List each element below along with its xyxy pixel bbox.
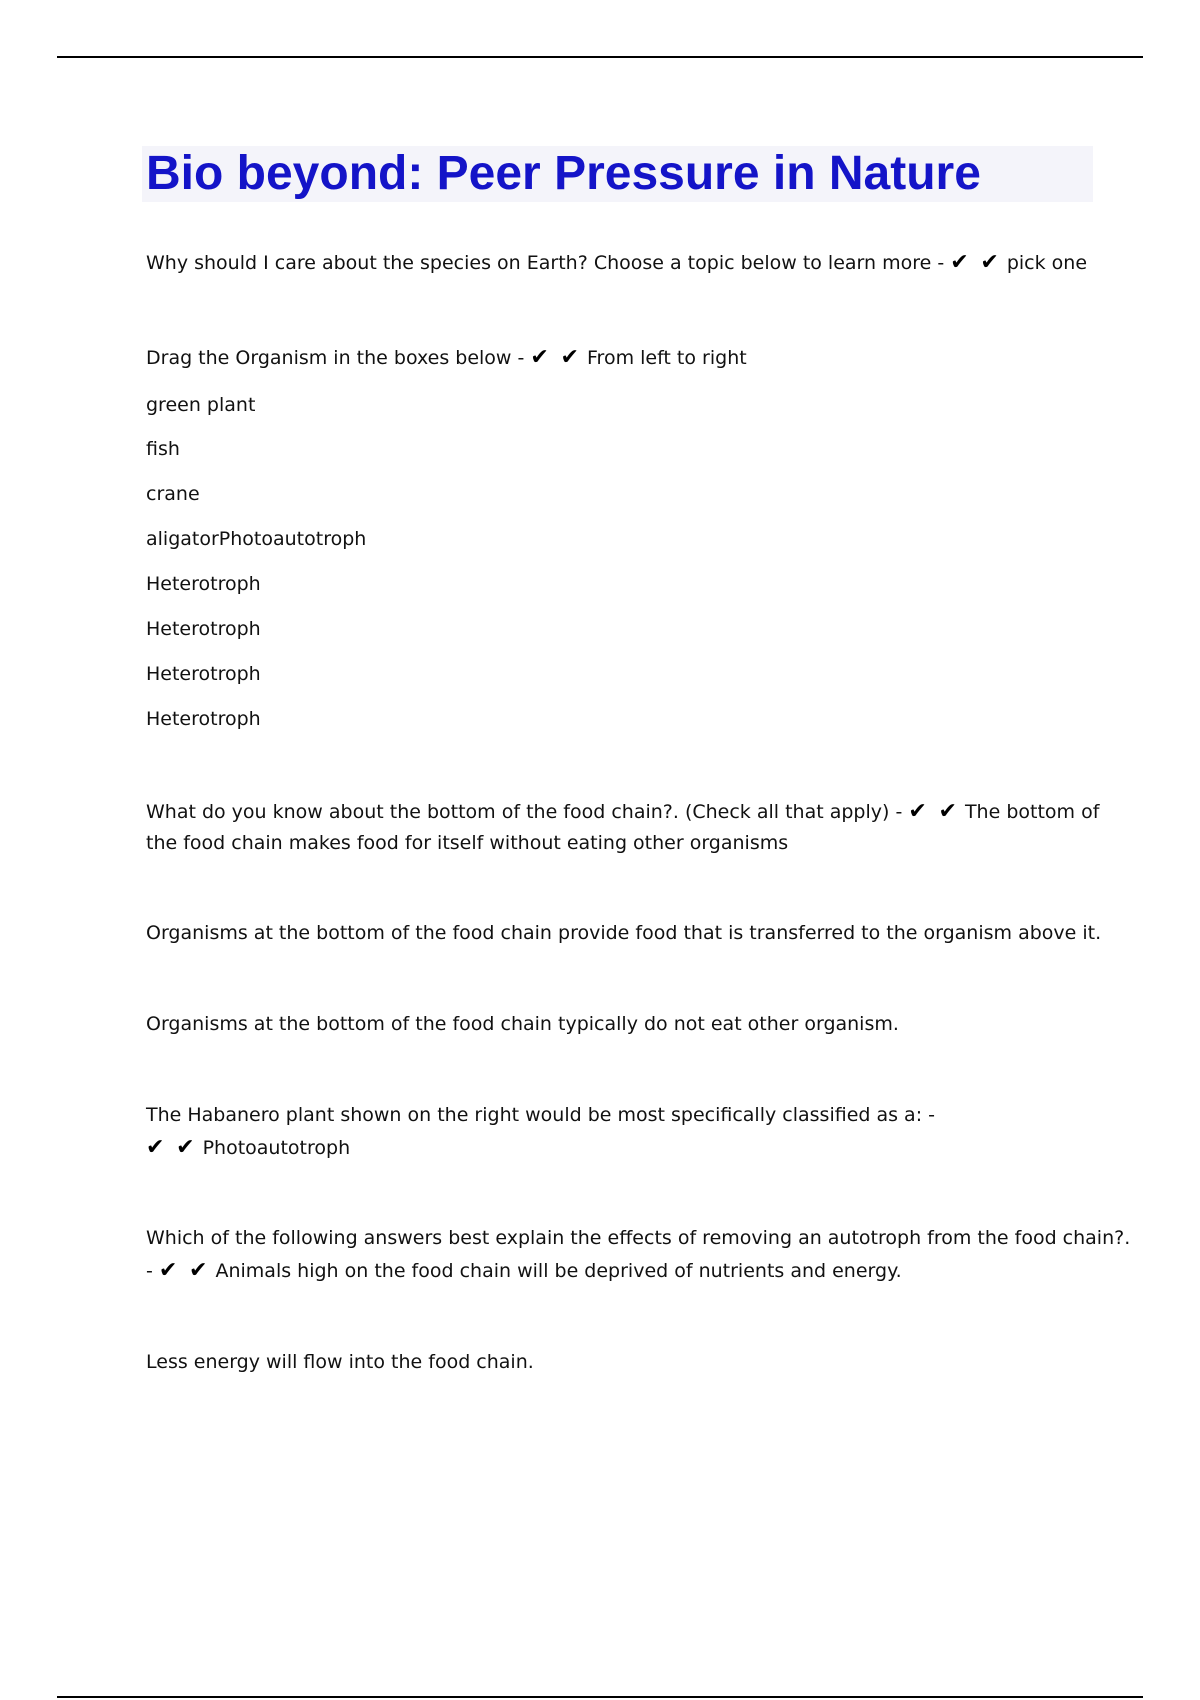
answer-continuation: the food chain makes food for itself without eating other organisms	[146, 832, 789, 854]
double-check-icon: ✔ ✔	[908, 799, 959, 824]
answer-text: The bottom of	[964, 801, 1100, 823]
double-check-icon: ✔ ✔	[158, 1258, 210, 1283]
organism-line: Heterotroph	[146, 708, 261, 730]
answer-extra-line: Organisms at the bottom of the food chain typically do not eat other organism.	[146, 1013, 899, 1035]
organism-line: fish	[146, 438, 180, 460]
organism-line: crane	[146, 483, 200, 505]
answer-extra-line: Less energy will flow into the food chain.	[146, 1351, 534, 1373]
answer-text: Photoautotroph	[202, 1137, 351, 1159]
double-check-icon: ✔ ✔	[530, 345, 581, 370]
answer-text: From left to right	[587, 347, 747, 369]
answer-habanero	[146, 1133, 350, 1163]
question-habanero: The Habanero plant shown on the right would be most specifically classified as a: -	[146, 1104, 936, 1126]
answer-remove-autotroph	[146, 1256, 902, 1286]
question-species-care	[146, 248, 1087, 278]
answer-extra-line: Organisms at the bottom of the food chain provide food that is transferred to the organism above it.	[146, 922, 1102, 944]
organism-line: aligatorPhotoautotroph	[146, 528, 367, 550]
answer-text: pick one	[1006, 252, 1088, 274]
double-check-icon: ✔ ✔	[146, 1135, 197, 1160]
question-text: What do you know about the bottom of the food chain?. (Check all that apply) -	[146, 801, 909, 823]
question-drag-organism	[146, 343, 747, 373]
answer-text: Animals high on the food chain will be deprived of nutrients and energy.	[215, 1260, 902, 1282]
question-food-chain-bottom	[146, 797, 1099, 827]
organism-line: Heterotroph	[146, 618, 261, 640]
organism-line: green plant	[146, 394, 256, 416]
question-text: Why should I care about the species on Earth? Choose a topic below to learn more -	[146, 252, 951, 274]
organism-line: Heterotroph	[146, 663, 261, 685]
answer-prefix: -	[146, 1260, 159, 1282]
organism-line: Heterotroph	[146, 573, 261, 595]
double-check-icon: ✔ ✔	[950, 250, 1001, 275]
page-title: Bio beyond: Peer Pressure in Nature	[146, 147, 981, 200]
header-rule	[57, 56, 1143, 58]
question-text: Drag the Organism in the boxes below -	[146, 347, 531, 369]
footer-rule	[57, 1696, 1143, 1698]
question-remove-autotroph: Which of the following answers best explain the effects of removing an autotroph from the food chain?.	[146, 1227, 1131, 1249]
